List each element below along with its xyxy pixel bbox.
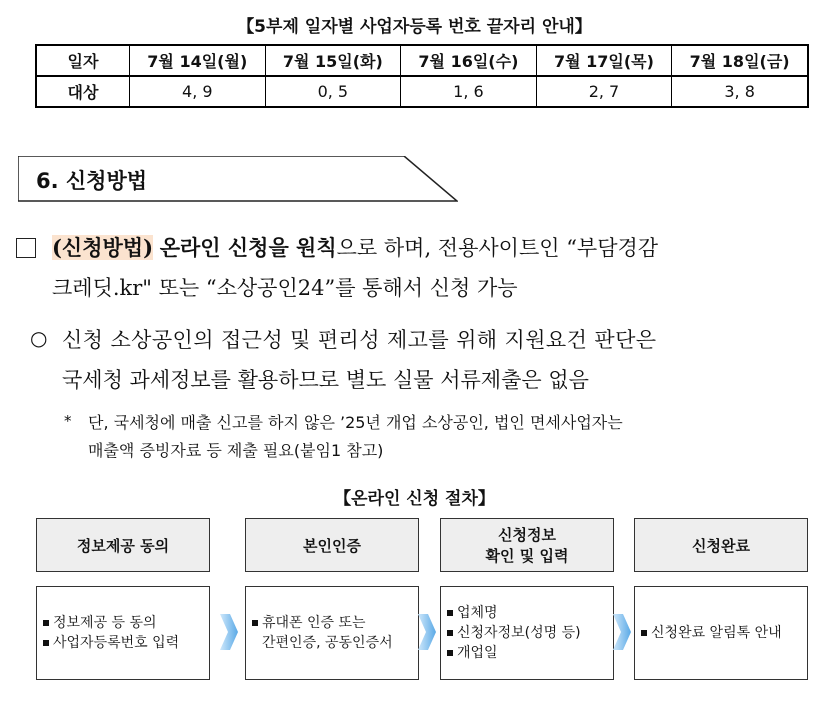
square-bullet-icon	[447, 650, 453, 656]
list-item-text: 신청완료 알림톡 안내	[651, 625, 782, 641]
table-cell-date: 7월 15일(화)	[265, 45, 401, 76]
list-item-text: 간편인증, 공동인증서	[262, 635, 393, 651]
chevron-right-icon	[613, 614, 631, 650]
table-cell-date: 7월 14일(월)	[130, 45, 266, 76]
square-bullet-icon	[447, 630, 453, 636]
table-cell-date: 7월 16일(수)	[401, 45, 537, 76]
note-line-1: 단, 국세청에 매출 신고를 하지 않은 ’25년 개업 소상공인, 법인 면세사업자는	[88, 413, 623, 432]
step-label: 본인인증	[303, 536, 361, 555]
step-label: 신청정보	[498, 526, 556, 544]
detail-box-application-info	[440, 586, 614, 680]
list-item	[252, 633, 412, 653]
step-consent	[36, 518, 210, 572]
detail-box-complete	[634, 586, 808, 680]
square-bullet-icon	[447, 610, 453, 616]
square-bullet-icon	[641, 630, 647, 636]
list-item	[447, 643, 607, 663]
highlighted-tag: (신청방법)	[52, 235, 154, 260]
table-row-label: 대상	[36, 76, 130, 107]
detail-box-consent	[36, 586, 210, 680]
paragraph-1-text: 으로 하며, 전용사이트인 “부담경감	[336, 236, 659, 260]
square-bullet-icon	[43, 620, 49, 626]
list-item-text: 신청자정보(성명 등)	[457, 625, 581, 641]
step-label: 정보제공 동의	[76, 536, 170, 555]
paragraph-2-line-2: 국세청 과세정보를 활용하므로 별도 실물 서류제출은 없음	[62, 368, 589, 392]
chevron-right-icon	[418, 614, 436, 650]
detail-box-verification	[245, 586, 419, 680]
table-header-label: 일자	[36, 45, 130, 76]
paragraph-1-line-1	[52, 232, 658, 262]
table-cell-date: 7월 18일(금)	[672, 45, 808, 76]
step-label: 신청완료	[692, 536, 750, 555]
asterisk-icon: *	[64, 412, 72, 430]
table-cell-target: 1, 6	[401, 76, 537, 107]
list-item	[447, 623, 607, 643]
table-cell-date: 7월 17일(목)	[536, 45, 672, 76]
table-cell-target: 0, 5	[265, 76, 401, 107]
schedule-table	[35, 44, 809, 108]
paragraph-1-line-2: 크레딧.kr" 또는 “소상공인24”를 통해서 신청 가능	[52, 276, 518, 300]
table-title: 【5부제 일자별 사업자등록 번호 끝자리 안내】	[237, 17, 592, 37]
step-application-info	[440, 518, 614, 572]
paragraph-2-line-1: 신청 소상공인의 접근성 및 편리성 제고를 위해 지원요건 판단은	[62, 328, 657, 352]
list-item	[252, 613, 412, 633]
square-bullet-icon	[43, 640, 49, 646]
note-line-2: 매출액 증빙자료 등 제출 필요(붙임1 참고)	[88, 441, 384, 460]
list-item-text: 개업일	[457, 645, 498, 661]
table-cell-target: 4, 9	[130, 76, 266, 107]
square-bullet-icon	[252, 620, 258, 626]
list-item-text: 업체명	[457, 605, 498, 621]
list-item	[43, 613, 203, 633]
emphasis-text: 온라인 신청을 원칙	[159, 235, 337, 260]
table-row	[36, 76, 808, 107]
section-title: 6. 신청방법	[36, 169, 148, 193]
chevron-right-icon	[220, 614, 238, 650]
step-verification	[245, 518, 419, 572]
list-item-text: 사업자등록번호 입력	[53, 635, 180, 651]
list-item-text: 휴대폰 인증 또는	[262, 615, 366, 631]
circle-bullet-icon: ○	[30, 326, 48, 350]
checkbox-square	[16, 238, 36, 258]
list-item	[43, 633, 203, 653]
step-label: 확인 및 입력	[485, 547, 569, 565]
list-item	[641, 623, 801, 643]
list-item-text: 정보제공 등 동의	[53, 615, 157, 631]
procedure-title: 【온라인 신청 절차】	[334, 489, 495, 509]
table-row	[36, 45, 808, 76]
table-cell-target: 2, 7	[536, 76, 672, 107]
step-complete	[634, 518, 808, 572]
list-item	[447, 603, 607, 623]
table-cell-target: 3, 8	[672, 76, 808, 107]
